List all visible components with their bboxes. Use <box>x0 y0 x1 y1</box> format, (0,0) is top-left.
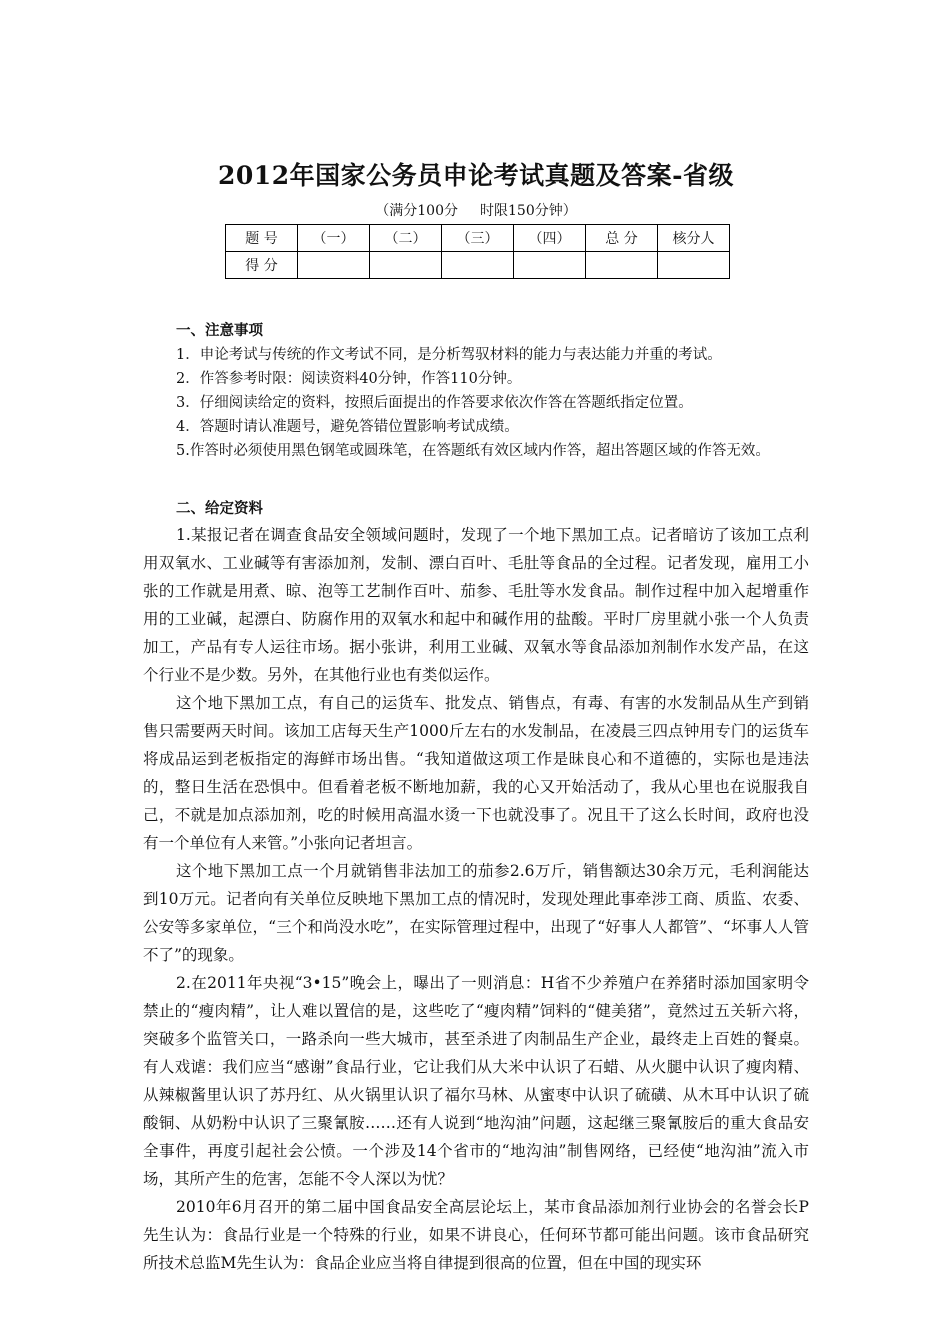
exam-subtitle <box>143 202 809 220</box>
header-cell-part-1: （一） <box>298 225 370 252</box>
note-item: 5.作答时必须使用黑色钢笔或圆珠笔，在答题纸有效区域内作答，超出答题区域的作答无效。 <box>176 443 770 459</box>
score-cell-checker <box>658 252 730 279</box>
score-table <box>225 224 730 279</box>
document-title: 2012年国家公务员申论考试真题及答案-省级 <box>218 161 734 190</box>
note-item: 4．答题时请认准题号，避免答错位置影响考试成绩。 <box>176 419 519 435</box>
section-heading-notes: 一、注意事项 <box>176 322 263 339</box>
score-cell-part-1 <box>298 252 370 279</box>
material-paragraph: 这个地下黑加工点，有自己的运货车、批发点、销售点，有毒、有害的水发制品从生产到销售只需要两天时间。该加工店每天生产1000斤左右的水发制品，在凌晨三四点钟用专门的运货车将成品运到老板指定的海鲜市场出售。“我知道做这项工作是昧良心和不道德的，实际也是违法的，整日生活在恐惧中。但看着老板不断地加薪，我的心又开始活动了，我从心里也在说服我自己，不就是加点添加剂，吃的时候用高温水烫一下也就没事了。况且干了这么长时间，政府也没有一个单位有人来管。”小张向记者坦言。 <box>143 694 809 852</box>
score-cell-part-4 <box>514 252 586 279</box>
score-row-label: 得 分 <box>226 252 298 279</box>
score-cell-total <box>586 252 658 279</box>
section-heading-materials: 二、给定资料 <box>176 500 263 517</box>
score-table-score-row <box>226 252 730 279</box>
score-cell-part-2 <box>370 252 442 279</box>
score-table-header-row <box>226 225 730 252</box>
note-item: 3．仔细阅读给定的资料，按照后面提出的作答要求依次作答在答题纸指定位置。 <box>176 395 693 411</box>
note-item: 1．申论考试与传统的作文考试不同，是分析驾驭材料的能力与表达能力并重的考试。 <box>176 347 722 363</box>
note-item: 2．作答参考时限：阅读资料40分钟，作答110分钟。 <box>176 371 522 387</box>
subtitle-time: 时限150分钟） <box>480 203 577 219</box>
subtitle-score: （满分100分 <box>375 203 458 219</box>
header-cell-total: 总 分 <box>586 225 658 252</box>
header-cell-part-4: （四） <box>514 225 586 252</box>
material-paragraph: 这个地下黑加工点一个月就销售非法加工的茄参2.6万斤，销售额达30余万元，毛利润能达到10万元。记者向有关单位反映地下黑加工点的情况时，发现处理此事牵涉工商、质监、农委、公安等多家单位，“三个和尚没水吃”，在实际管理过程中，出现了“好事人人都管”、“坏事人人管不了”的现象。 <box>143 862 809 964</box>
document-page <box>143 160 809 1277</box>
material-paragraph: 1.某报记者在调查食品安全领域问题时，发现了一个地下黑加工点。记者暗访了该加工点利用双氧水、工业碱等有害添加剂，发制、漂白百叶、毛肚等食品的全过程。记者发现，雇用工小张的工作就是用煮、晾、泡等工艺制作百叶、茄参、毛肚等水发食品。制作过程中加入起增重作用的工业碱，起漂白、防腐作用的双氧水和起中和碱作用的盐酸。平时厂房里就小张一个人负责加工，产品有专人运往市场。据小张讲，利用工业碱、双氧水等食品添加剂制作水发产品，在这个行业不是少数。另外，在其他行业也有类似运作。 <box>143 526 809 684</box>
material-paragraph: 2010年6月召开的第二届中国食品安全高层论坛上，某市食品添加剂行业协会的名誉会长P先生认为：食品行业是一个特殊的行业，如果不讲良心，任何环节都可能出问题。该市食品研究所技术总监M先生认为：食品企业应当将自律提到很高的位置，但在中国的现实环 <box>143 1198 809 1272</box>
header-cell-part-2: （二） <box>370 225 442 252</box>
header-cell-part-3: （三） <box>442 225 514 252</box>
score-cell-part-3 <box>442 252 514 279</box>
header-cell-checker: 核分人 <box>658 225 730 252</box>
material-paragraph: 2.在2011年央视“3•15”晚会上，曝出了一则消息：H省不少养殖户在养猪时添加国家明令禁止的“瘦肉精”，让人难以置信的是，这些吃了“瘦肉精”饲料的“健美猪”，竟然过五关斩六将，突破多个监管关口，一路杀向一些大城市，甚至杀进了肉制品生产企业，最终走上百姓的餐桌。有人戏谑：我们应当“感谢”食品行业，它让我们从大米中认识了石蜡、从火腿中认识了瘦肉精、从辣椒酱里认识了苏丹红、从火锅里认识了福尔马林、从蜜枣中认识了硫磺、从木耳中认识了硫酸铜、从奶粉中认识了三聚氰胺……还有人说到“地沟油”问题，这起继三聚氰胺后的重大食品安全事件，再度引起社会公愤。一个涉及14个省市的“地沟油”制售网络，已经使“地沟油”流入市场，其所产生的危害，怎能不令人深以为忧？ <box>143 974 809 1188</box>
header-cell-question-number: 题 号 <box>226 225 298 252</box>
